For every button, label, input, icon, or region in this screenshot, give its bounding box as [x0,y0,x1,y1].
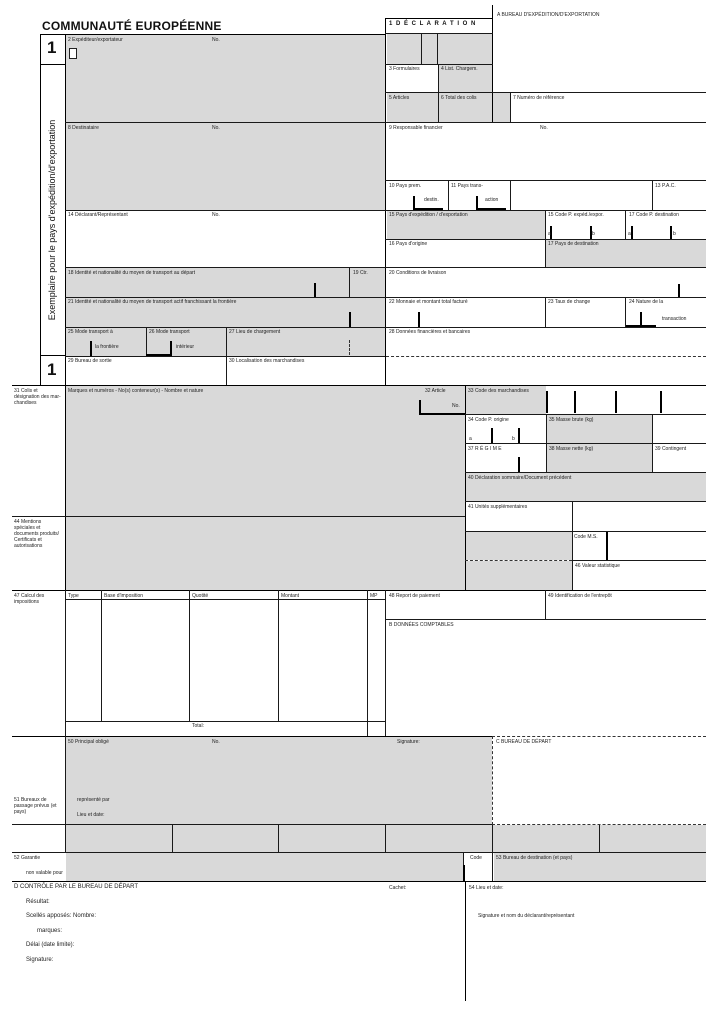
line [421,33,422,64]
label-14: 14 Déclarant/Représentant [68,212,128,218]
tick-mark [349,312,351,327]
line [437,33,438,64]
label-lieu: Lieu et date: [77,812,105,818]
label-resultat: Résultat: [26,899,50,905]
tick-mark [463,865,465,881]
line [40,34,386,35]
label-a: a [469,436,472,442]
line [12,590,706,591]
line [465,414,706,415]
tick-mark [518,428,520,443]
label-50: 50 Principal obligé [68,739,109,745]
label-6: 6 Total des colis [441,95,477,101]
line [492,736,493,825]
line [278,825,279,852]
line [465,501,706,502]
label-39: 39 Contingent [655,446,687,452]
label-25: 25 Mode transport à [68,329,113,335]
tick-mark [631,226,633,239]
line [12,824,492,825]
label-23: 23 Taux de change [548,299,591,305]
tick-mark [518,457,520,472]
label-13: 13 P.A.C. [655,183,676,189]
label-41: 41 Unités supplémentaires [468,504,528,510]
line [465,881,466,1001]
label-38: 38 Masse nette (kg) [549,446,594,452]
tick-mark [670,226,672,239]
label-total: Total: [192,723,204,729]
label-15a: 15 Code P. expéd./expor. [548,212,604,218]
label-28: 28 Données financières et bancaires [389,329,471,335]
label-31b: Marques et numéros - No(s) conteneur(s) - Nombre et nature [68,388,204,394]
label-10b: destin. [424,197,439,203]
line [12,736,492,737]
line [226,327,227,385]
line [510,92,511,122]
line [545,590,546,619]
label-delai: Délai (date limite): [26,942,75,948]
label-signature: Signature: [397,739,420,745]
line [438,64,439,122]
line [385,18,493,19]
label-44: 44 Mentions spéciales et documents produits/ Certificats et autorisations [14,519,60,549]
label-code: Code [470,855,482,861]
tick-mark [413,208,443,210]
line [65,267,706,268]
line [146,327,147,356]
label-29: 29 Bureau de sortie [68,358,112,364]
label-4: 4 List. Chargem. [441,66,478,72]
label-34: 34 Code P. origine [468,417,509,423]
line [65,590,66,736]
line [385,122,706,123]
label-montant: Montant [281,593,300,599]
copy-number-top: 1 [47,38,57,57]
line [492,825,493,852]
expediteur-checkbox[interactable] [69,48,77,59]
label-27: 27 Lieu de chargement [229,329,281,335]
line [510,180,511,210]
line [385,18,386,385]
line [12,852,706,853]
tick-mark [314,283,316,297]
label-C: C BUREAU DE DÉPART [496,739,552,745]
line [12,881,706,882]
label-52: 52 Garantie [14,855,41,861]
line [385,64,493,65]
label-no: No. [212,125,220,131]
tick-mark [491,428,493,443]
label-53: 53 Bureau de destination (et pays) [496,855,573,861]
label-37: 37 R É G I M E [468,446,502,452]
line [65,356,385,357]
vertical-copy-label: Exemplaire pour le pays d'expédition/d'exportation [47,119,57,321]
label-no: No. [212,739,220,745]
label-no: No. [212,212,220,218]
label-16: 16 Pays d'origine [389,241,428,247]
label-46: 46 Valeur statistique [575,563,620,569]
line [572,501,573,532]
label-2: 2 Expéditeur/exportateur [68,37,123,43]
line [572,560,706,561]
tick-mark [626,325,656,327]
line [652,180,653,210]
label-8: 8 Destinataire [68,125,99,131]
line [65,327,706,328]
label-7: 7 Numéro de référence [513,95,565,101]
line [101,590,102,721]
line [385,92,706,93]
shade-box-codems [466,532,572,560]
label-scelles: Scellés apposés: Nombre: [26,913,97,919]
label-sig-decl: Signature et nom du déclarant/représentant [478,913,575,919]
label-a: a [548,231,551,237]
label-b: b [592,231,595,237]
line [367,590,368,736]
tick-mark [419,413,465,415]
copy-number-bottom: 1 [47,360,57,379]
label-31: 31 Colis et désignation des mar- chandises [14,388,61,406]
shade-box-46 [466,561,572,590]
line [465,443,706,444]
shade-box-31 [66,386,465,516]
line [625,210,626,239]
label-15: 15 Pays d'expédition / d'exportation [389,212,468,218]
label-D: D CONTRÔLE PAR LE BUREAU DE DÉPART [14,884,139,890]
line [278,590,279,721]
tick-mark [546,391,548,413]
declaration-label: 1 D É C L A R A T I O N [389,21,477,27]
line [545,297,546,327]
line [492,852,493,881]
tick-mark [660,391,662,413]
line [385,619,706,620]
label-codems: Code M.S. [574,534,598,540]
line [448,180,449,210]
line [65,297,706,298]
shade-box-decl [387,33,492,64]
label-no: No. [212,37,220,43]
label-26: 26 Mode transport [149,329,190,335]
tick-mark [574,391,576,413]
line [385,239,706,240]
label-26b: intérieur [176,344,195,350]
shade-box-52 [66,853,463,881]
line [465,472,706,473]
label-no: No. [540,125,548,131]
form-title: COMMUNAUTÉ EUROPÉENNE [42,19,222,33]
line [189,590,190,721]
label-48: 48 Report de paiement [389,593,440,599]
line [349,340,350,355]
label-22: 22 Monnaie et montant total facturé [389,299,468,305]
line [172,825,173,852]
shade-box-44 [66,517,465,590]
label-a: a [628,231,631,237]
label-represente: représenté par [77,797,110,803]
line [385,825,386,852]
line [65,385,66,591]
label-B: B DONNÉES COMPTABLES [389,622,454,628]
label-10: 10 Pays prem. [389,183,422,189]
label-32: 32 Article [425,388,446,394]
label-30: 30 Localisation des marchandises [229,358,305,364]
label-nonvalable: non valable pour [26,870,63,876]
tick-mark [418,312,420,327]
label-signature2: Signature: [26,957,54,963]
line [385,180,706,181]
tick-mark [606,532,608,560]
line [40,64,65,65]
line [386,356,706,357]
line [625,297,626,327]
line [65,599,385,600]
label-21: 21 Identité et nationalité du moyen de transport actif franchissant la frontière [68,299,237,305]
tick-mark [615,391,617,413]
line [465,531,706,532]
line [65,736,66,852]
shade-box-50 [66,736,492,824]
label-17a: 17 Code P. destination [629,212,679,218]
label-17: 17 Pays de destination [548,241,599,247]
line [40,355,65,356]
label-35: 35 Masse brute (kg) [549,417,594,423]
label-base: Base d'imposition [104,593,144,599]
tick-mark [476,208,506,210]
line [385,590,386,736]
label-b: b [512,436,515,442]
tick-mark [146,354,172,356]
label-11b: action [485,197,499,203]
label-33: 33 Code des marchandises [468,388,529,394]
label-19: 19 Ctr. [353,270,368,276]
line [65,210,706,211]
label-24: 24 Nature de la [629,299,664,305]
label-24b: transaction [662,316,687,322]
line [12,516,465,517]
shade-box-51 [66,825,706,852]
shade-box-2 [66,35,385,122]
label-49: 49 Identification de l'entrepôt [548,593,612,599]
label-marques: marques: [37,928,63,934]
line [65,721,385,722]
line [465,560,572,561]
label-9: 9 Responsable financier [389,125,443,131]
line [349,267,350,297]
shade-box-8 [66,123,385,210]
label-40: 40 Déclaration sommaire/Document précédent [468,475,572,481]
label-25b: la frontière [95,344,119,350]
line [12,385,706,386]
label-54: 54 Lieu et date: [469,885,504,891]
label-quotite: Quotité [192,593,209,599]
label-11: 11 Pays trans- [451,183,483,189]
tick-mark [90,341,92,356]
line [492,736,706,737]
line [65,122,385,123]
label-mp: MP [370,593,378,599]
label-51: 51 Bureaux de passage prévus (et pays) [14,797,57,815]
label-18: 18 Identité et nationalité du moyen de transport au départ [68,270,196,276]
label-5: 5 Articles [389,95,410,101]
label-type: Type [68,593,79,599]
line [385,33,493,34]
office-label: A BUREAU D'EXPÉDITION/D'EXPORTATION [497,12,600,18]
tick-mark [678,284,680,297]
label-47: 47 Calcul des impositions [14,593,45,605]
line [40,34,41,385]
label-b: b [673,231,676,237]
line [599,825,600,852]
label-cachet: Cachet: [389,885,407,891]
label-20: 20 Conditions de livraison [389,270,447,276]
label-32b: No. [452,403,460,409]
label-3: 3 Formulaires [389,66,420,72]
